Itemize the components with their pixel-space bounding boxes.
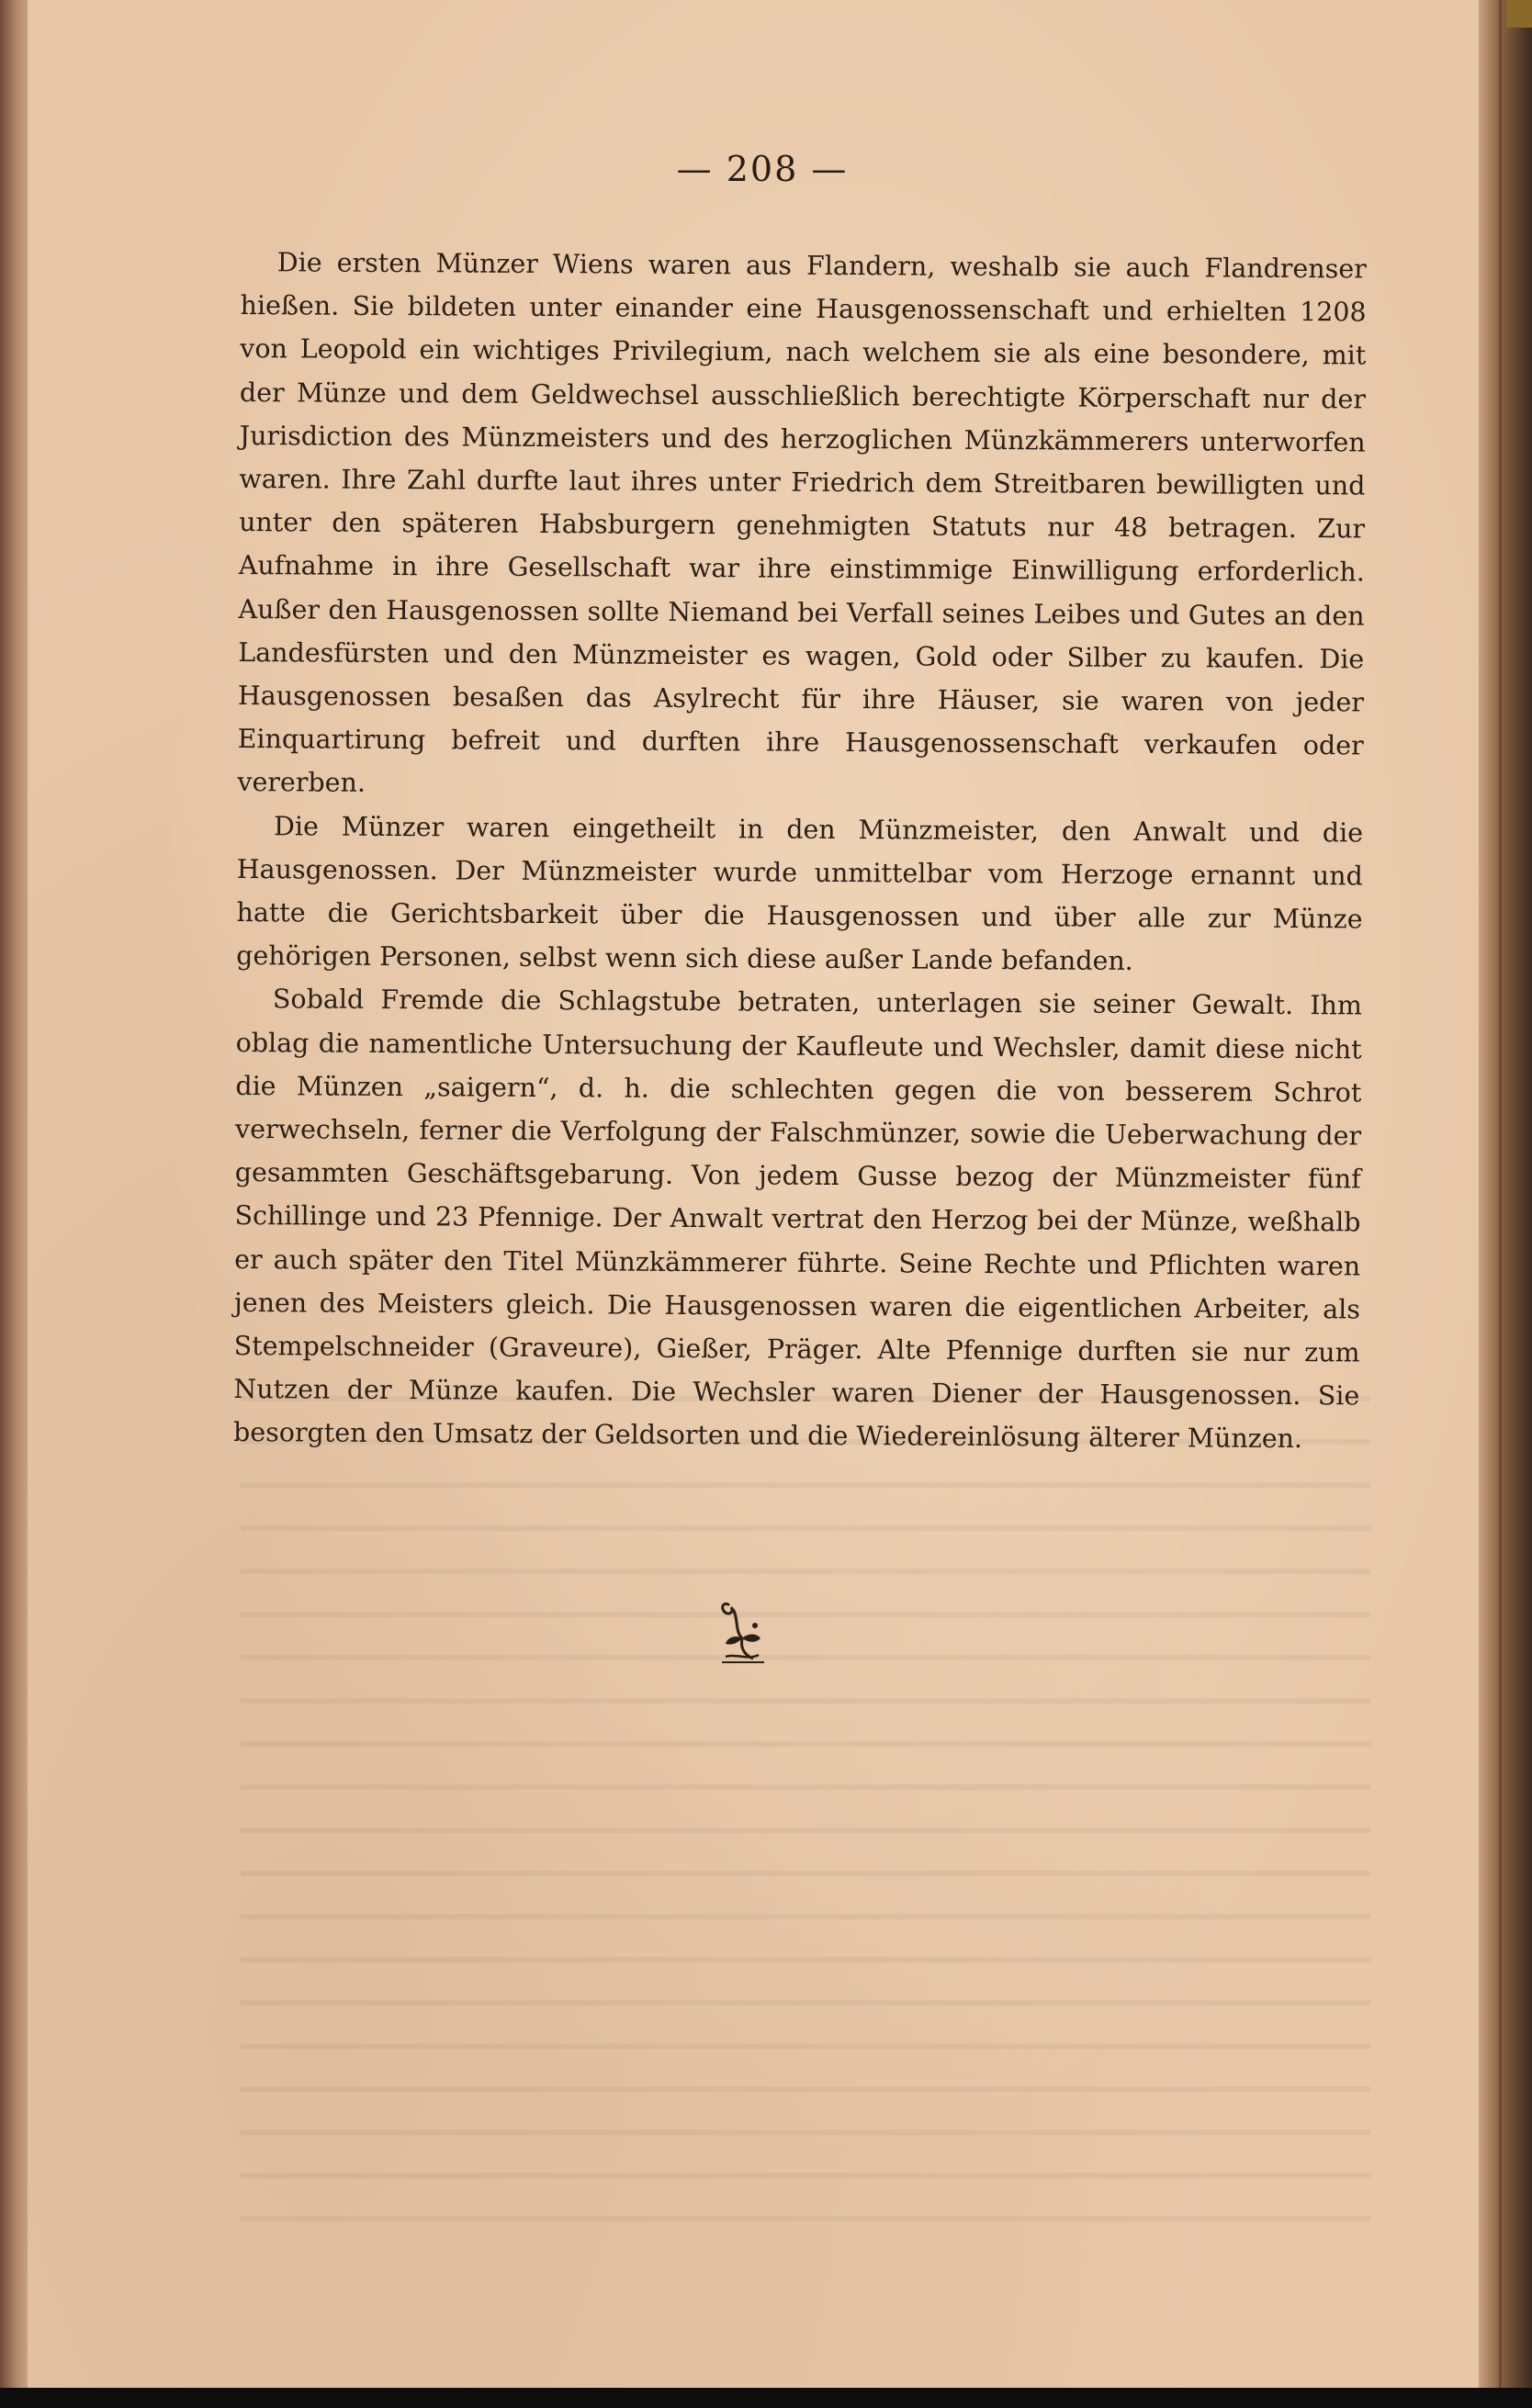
gilt-corner: [1506, 0, 1532, 28]
scan-bottom-shadow: [0, 2388, 1532, 2408]
paragraph-1: Die ersten Münzer Wiens waren aus Flandern, weshalb sie auch Flandrenser hießen. Sie bildeten unter einander eine Hausgenossenschaft und erhielten 1208 von Leopold ein wichtiges Privilegium, nach welchem sie als eine besondere, mit der Münze und dem Geldwechsel ausschließlich berechtigte Körperschaft nur der Jurisdiction des Münzmeisters und des herzoglichen Münzkämmerers unterworfen waren. Ihre Zahl durfte laut ihres unter Friedrich dem Streitbaren bewilligten und unter den späteren Habsburgern genehmigten Statuts nur 48 betragen. Zur Aufnahme in ihre Gesellschaft war ihre einstimmige Einwilligung erforderlich. Außer den Hausgenossen sollte Niemand bei Verfall seines Leibes und Gutes an den Landesfürsten und den Münzmeister es wagen, Gold oder Silber zu kaufen. Die Hausgenossen besaßen das Asylrecht für ihre Häuser, sie waren von jeder Einquartirung befreit und durften ihre Hausgenossenschaft verkaufen oder vererben.: [237, 247, 1367, 799]
paragraph-2: Die Münzer waren eingetheilt in den Münzmeister, den Anwalt und die Hausgenossen. Der Münzmeister wurde unmittelbar vom Herzoge ernannt und hatte die Gerichtsbarkeit über die Hausgenossen und über alle zur Münze gehörigen Personen, selbst wenn sich diese außer Lande befanden.: [236, 810, 1364, 977]
paragraph-3: Sobald Fremde die Schlagstube betraten, unterlagen sie seiner Gewalt. Ihm oblag die namentliche Untersuchung der Kaufleute und Wechsler, damit diese nicht die Münzen „saigern“, d. h. die schlechten gegen die von besserem Schrot verwechseln, ferner die Verfolgung der Falschmünzer, sowie die Ueberwachung der gesammten Geschäftsgebarung. Von jedem Gusse bezog der Münzmeister fünf Schillinge und 23 Pfennige. Der Anwalt vertrat den Herzog bei der Münze, weßhalb er auch später den Titel Münzkämmerer führte. Seine Rechte und Pflichten waren jenen des Meisters gleich. Die Hausgenossen waren die eigentlichen Arbeiter, als Stempelschneider (Graveure), Gießer, Präger. Alte Pfennige durften sie nur zum Nutzen der Münze kaufen. Die Wechsler waren Diener der Hausgenossen. Sie besorgten den Umsatz der Geldsorten und die Wiedereinlösung älterer Münzen.: [232, 984, 1363, 1455]
floral-vignette-icon: [716, 1600, 772, 1666]
fore-edge: [1479, 0, 1532, 2388]
page-number: — 208 —: [676, 149, 849, 189]
show-through-text: [241, 1396, 1370, 2222]
body-text: [233, 241, 1367, 1461]
fore-edge-line: [1499, 0, 1502, 2388]
book-page: [28, 0, 1497, 2388]
